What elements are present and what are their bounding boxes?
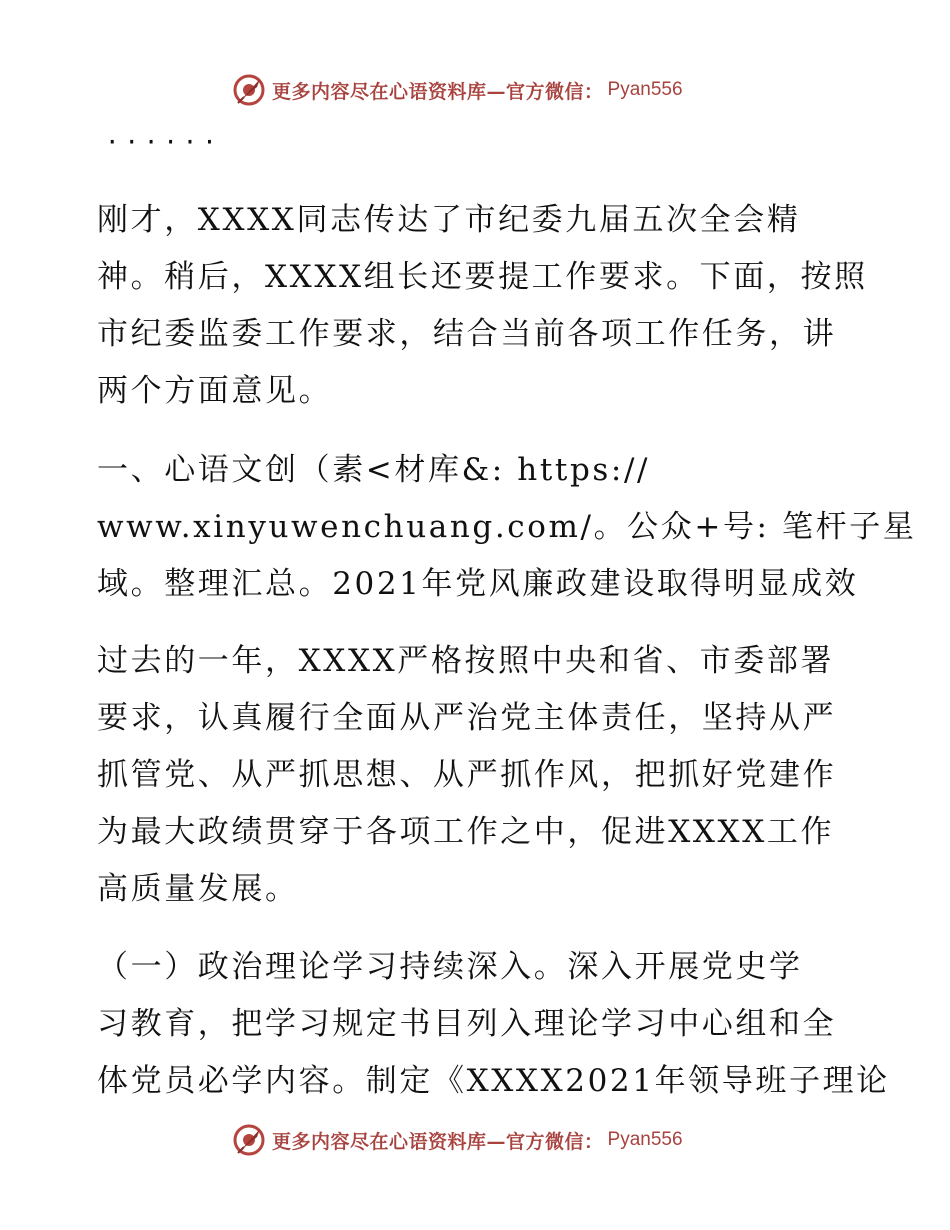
wechat-id: Pyan556 xyxy=(607,1129,683,1150)
section-heading xyxy=(97,442,917,613)
text-line: 两个方面意见。 xyxy=(97,373,333,409)
banner-text: 更多内容尽在心语资料库—官方微信： xyxy=(272,1130,604,1153)
wechat-id: Pyan556 xyxy=(607,79,683,100)
banner-text: 更多内容尽在心语资料库—官方微信： xyxy=(272,80,604,103)
text-line: 习教育，把学习规定书目列入理论学习中心组和全 xyxy=(97,1006,837,1042)
text-line: 过去的一年，XXXX严格按照中央和省、市委部署 xyxy=(97,643,835,679)
text-line: 高质量发展。 xyxy=(97,871,299,907)
text-line: 要求，认真履行全面从严治党主体责任，坚持从严 xyxy=(97,700,837,736)
text-line: 神。稍后，XXXX组长还要提工作要求。下面，按照 xyxy=(97,259,868,295)
text-line: 域。整理汇总。2021年党风廉政建设取得明显成效 xyxy=(97,566,859,602)
text-line: 刚才，XXXX同志传达了市纪委九届五次全会精 xyxy=(97,202,801,238)
paragraph-review xyxy=(97,633,857,918)
text-line: 为最大政绩贯穿于各项工作之中，促进XXXX工作 xyxy=(97,814,835,850)
paragraph-opening xyxy=(97,192,868,420)
quill-logo-icon xyxy=(232,1123,266,1157)
ellipsis: ······ xyxy=(105,128,222,156)
header-banner xyxy=(232,70,752,110)
text-line: 市纪委监委工作要求，结合当前各项工作任务，讲 xyxy=(97,316,837,352)
quill-logo-icon xyxy=(232,73,266,107)
footer-banner xyxy=(232,1120,752,1160)
text-line: 抓管党、从严抓思想、从严抓作风，把抓好党建作 xyxy=(97,757,837,793)
text-line: www.xinyuwenchuang.com/。公众+号: 笔杆子星 xyxy=(97,509,917,545)
text-line: 体党员必学内容。制定《XXXX2021年领导班子理论 xyxy=(97,1063,890,1099)
text-line: （一）政治理论学习持续深入。深入开展党史学 xyxy=(97,949,803,985)
text-line: 一、心语文创（素<材库&: https:// xyxy=(97,452,651,488)
paragraph-theory-study xyxy=(97,939,890,1110)
